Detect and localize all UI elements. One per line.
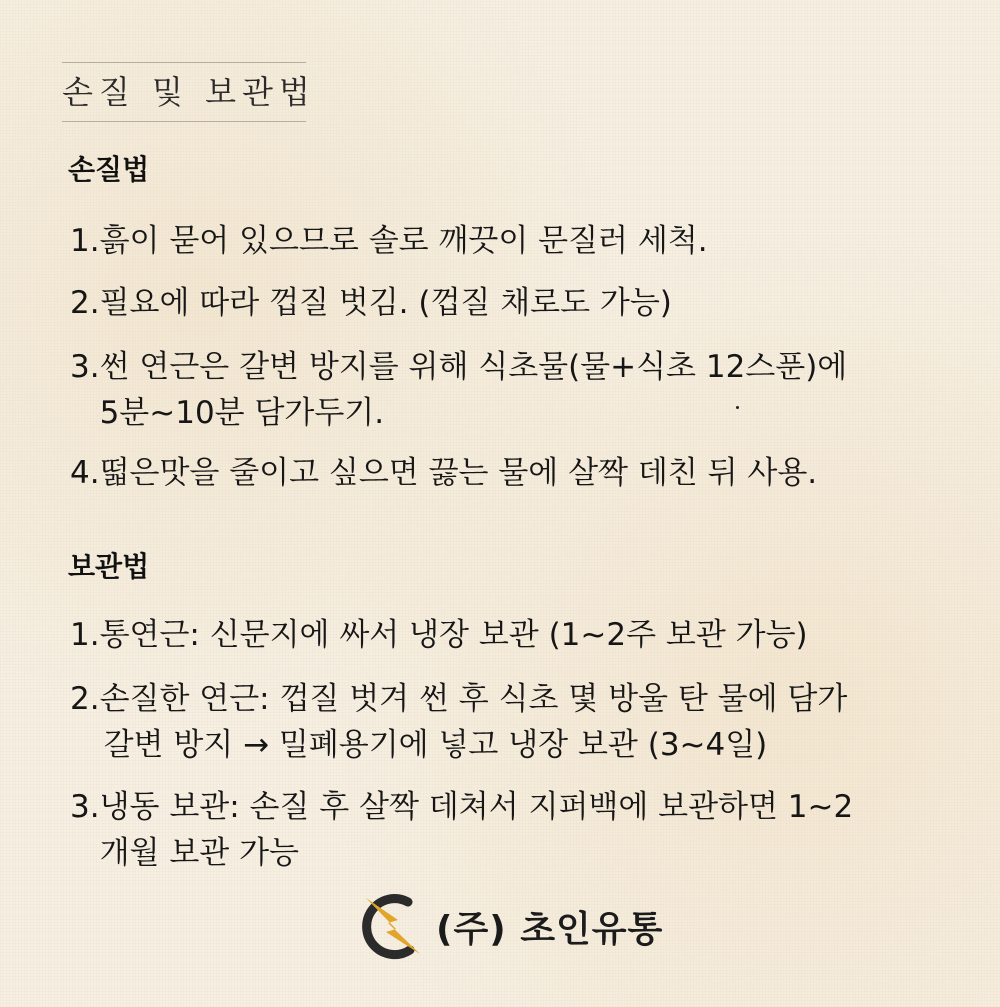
item-number: 1. <box>70 223 100 259</box>
item-number: 2. <box>70 681 100 717</box>
list-item <box>70 344 847 436</box>
page-title: 손질 및 보관법 <box>62 73 316 111</box>
item-line: 손질한 연근: 껍질 벗겨 썬 후 식초 몇 방울 탄 물에 담가 <box>99 681 848 717</box>
item-number: 3. <box>70 789 100 825</box>
item-text <box>100 280 672 326</box>
item-line: 흙이 묻어 있으므로 솔로 깨끗이 문질러 세척. <box>99 223 708 259</box>
item-line: 필요에 따라 껍질 벗김. (껍질 채로도 가능) <box>99 285 672 321</box>
item-line: 떫은맛을 줄이고 싶으면 끓는 물에 살짝 데친 뒤 사용. <box>99 455 818 491</box>
item-line: 썬 연근은 갈변 방지를 위해 식초물(물+식초 12스푼)에 <box>99 349 848 385</box>
lightning-c-logo-icon <box>358 892 434 960</box>
company-logo <box>358 892 663 960</box>
item-text <box>100 218 708 264</box>
item-text <box>100 450 818 496</box>
item-line: 냉동 보관: 손질 후 살짝 데쳐서 지퍼백에 보관하면 1~2 <box>99 789 854 825</box>
item-line: 개월 보관 가능 <box>99 835 299 871</box>
item-number: 4. <box>70 455 100 491</box>
company-name: (주) 초인유통 <box>436 908 664 950</box>
item-number: 3. <box>70 349 100 385</box>
prep-list <box>70 218 847 496</box>
item-line: 통연근: 신문지에 싸서 냉장 보관 (1~2주 보관 가능) <box>99 617 808 653</box>
stray-dot <box>736 406 739 409</box>
list-item <box>70 450 847 496</box>
list-item <box>70 612 853 658</box>
list-item <box>70 280 847 326</box>
list-item <box>70 676 853 768</box>
storage-heading: 보관법 <box>68 550 150 583</box>
item-text <box>100 344 848 436</box>
item-number: 2. <box>70 285 100 321</box>
storage-list <box>70 612 853 876</box>
list-item <box>70 784 853 876</box>
item-line: 갈변 방지 → 밀폐용기에 넣고 냉장 보관 (3~4일) <box>103 727 768 763</box>
item-text <box>100 676 848 768</box>
item-text <box>100 612 808 658</box>
item-line: 5분~10분 담가두기. <box>99 395 385 431</box>
title-block <box>62 62 316 122</box>
list-item <box>70 218 847 264</box>
item-number: 1. <box>70 617 100 653</box>
title-bottom-rule <box>62 121 306 122</box>
prep-heading: 손질법 <box>68 153 150 186</box>
item-text <box>100 784 854 876</box>
